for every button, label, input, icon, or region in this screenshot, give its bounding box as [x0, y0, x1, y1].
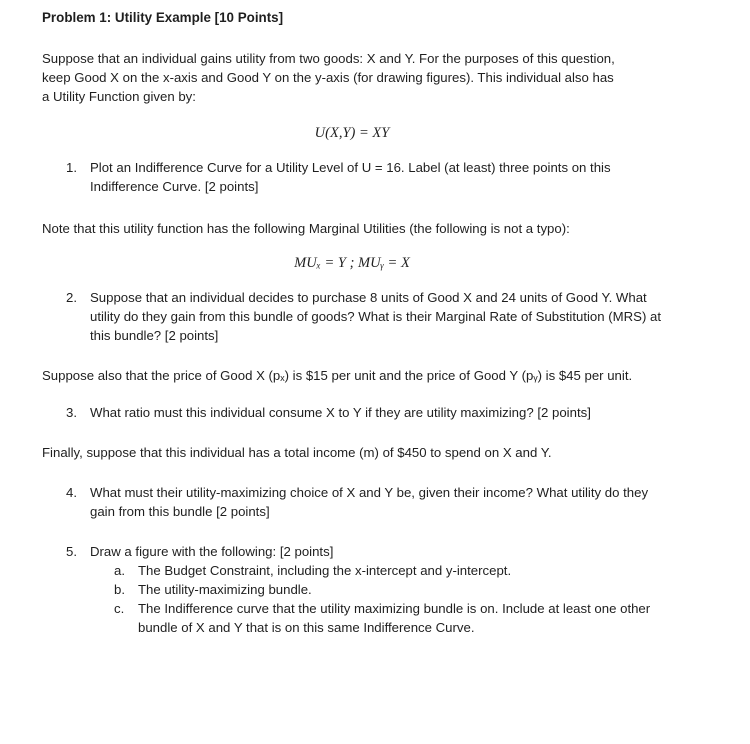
- subitem-a: [42, 561, 682, 580]
- subitem-c: [42, 599, 658, 637]
- marginal-utilities-note: Note that this utility function has the following Marginal Utilities (the following is not a typo):: [42, 221, 570, 236]
- prices-paragraph: Suppose also that the price of Good X (pₓ) is $15 per unit and the price of Good Y (pᵧ) is $45 per unit.: [42, 368, 633, 383]
- intro-paragraph: Suppose that an individual gains utility from two goods: X and Y. For the purposes of this question, keep Good X on the x-axis and Good Y on the y-axis (for drawing figures). This individual also has a Utility Function given by:: [42, 51, 615, 104]
- question-number: 1.: [66, 160, 77, 175]
- subitem-text: The Indifference curve that the utility maximizing bundle is on. Include at least one other bundle of X and Y that is on this same Indifference Curve.: [138, 601, 651, 635]
- income-paragraph: Finally, suppose that this individual has a total income (m) of $450 to spend on X and Y.: [42, 445, 552, 460]
- utility-function-formula: U(X,Y) = XY: [314, 125, 390, 141]
- question-text: Suppose that an individual decides to purchase 8 units of Good X and 24 units of Good Y. What utility do they gain from this bundle of goods? What is their Marginal Rate of Substitution (MRS) at this bundle? [2 points]: [90, 290, 662, 343]
- problem-title: Problem 1: Utility Example [10 Points]: [42, 10, 284, 25]
- subitem-letter: b.: [114, 582, 125, 597]
- subitem-text: The utility-maximizing bundle.: [138, 582, 312, 597]
- question-number: 5.: [66, 544, 77, 559]
- marginal-utilities-formula: MUₓ = Y ; MUᵧ = X: [294, 255, 410, 271]
- document-page: [42, 8, 682, 637]
- question-3: [42, 403, 682, 422]
- question-number: 4.: [66, 485, 77, 500]
- question-text: What ratio must this individual consume X to Y if they are utility maximizing? [2 points]: [90, 405, 591, 420]
- subitem-b: [42, 580, 682, 599]
- question-number: 2.: [66, 290, 77, 305]
- question-5: [42, 542, 682, 561]
- question-1: [42, 158, 650, 196]
- question-2: [42, 288, 670, 345]
- question-number: 3.: [66, 405, 77, 420]
- subitem-letter: c.: [114, 601, 125, 616]
- subitem-text: The Budget Constraint, including the x-intercept and y-intercept.: [138, 563, 512, 578]
- question-4: [42, 483, 650, 521]
- question-text: Plot an Indifference Curve for a Utility Level of U = 16. Label (at least) three points on this Indifference Curve. [2 points]: [90, 160, 611, 194]
- question-text: Draw a figure with the following: [2 points]: [90, 544, 334, 559]
- subitem-letter: a.: [114, 563, 125, 578]
- question-text: What must their utility-maximizing choice of X and Y be, given their income? What utility do they gain from this bundle [2 points]: [90, 485, 649, 519]
